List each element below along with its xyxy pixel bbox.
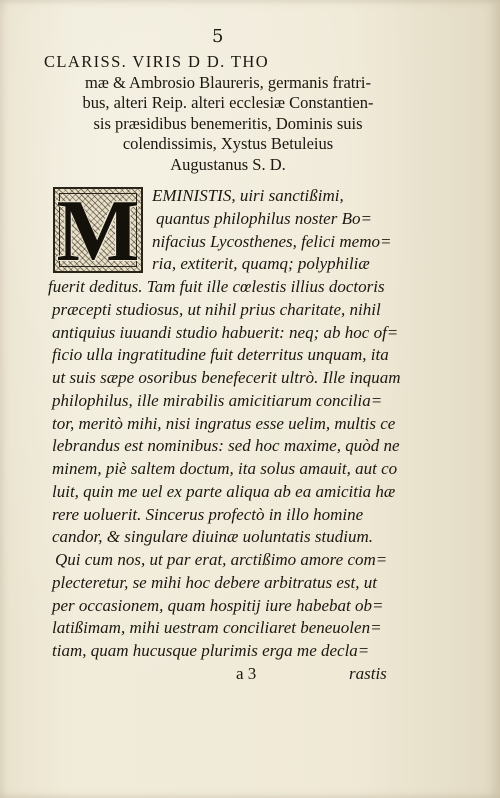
text-line: Qui cum nos, ut par erat, arctißimo amore com= — [55, 550, 388, 569]
text-line: luit, quin me uel ex parte aliqua ab ea amicitia hæ — [52, 481, 396, 501]
text-line: EMINISTIS, uiri sanctißimi, — [152, 186, 344, 205]
text-line: præcepti studiosus, ut nihil prius charitate, nihil — [52, 299, 381, 319]
text-line: fuerit deditus. Tam fuit ille cœlestis illius doctoris — [48, 277, 385, 296]
text-line: antiquius iuuandi studio habuerit: neq; ab hoc of= — [52, 322, 399, 342]
text-line: philophilus, ille mirabilis amicitiarum concilia= — [52, 390, 383, 410]
initial-letter: M — [56, 183, 140, 280]
heading-line: mæ & Ambrosio Blaureris, germanis fratri- — [85, 72, 371, 92]
text-line: quantus philophilus noster Bo= — [156, 208, 372, 228]
text-line: tor, meritò mihi, nisi ingratus esse uelim, multis ce — [52, 413, 396, 433]
heading-line: colendissimis, Xystus Betuleius — [122, 134, 334, 153]
text-line: nifacius Lycosthenes, felici memo= — [152, 231, 392, 251]
text-line: per occasionem, quam hospitij iure habebat ob= — [52, 595, 384, 615]
text-line: candor, & singulare diuinæ uoluntatis studium. — [52, 527, 373, 547]
heading-line: sis præsidibus benemeritis, Dominis suis — [93, 113, 363, 133]
signature-mark: a 3 — [236, 663, 257, 683]
text-line: lebrandus est nominibus: sed hoc maxime, quòd ne — [52, 436, 400, 456]
text-line: ria, extiterit, quamq; polyphiliæ — [152, 254, 370, 274]
page-number: 5 — [212, 26, 224, 47]
text-line: rere uoluerit. Sincerus profectò in illo homine — [52, 504, 364, 524]
heading-line: CLARISS. VIRIS D D. THO — [44, 52, 270, 71]
text-line: minem, piè saltem doctum, ita solus amauit, aut co — [52, 459, 398, 478]
text-line: ficio ulla ingratitudine fuit deterritus unquam, ita — [52, 345, 389, 365]
text-line: ut suis sæpe osoribus benefecerit ultrò. Ille inquam — [52, 368, 401, 387]
catchword: rastis — [349, 663, 387, 683]
text-line: tiam, quam hucusque plurimis erga me decla= — [52, 641, 370, 660]
text-line: plecteretur, se mihi hoc debere arbitratus est, ut — [52, 572, 377, 592]
text-line: latißimam, mihi uestram conciliaret beneuolen= — [52, 618, 382, 638]
heading-line: bus, alteri Reip. alteri ecclesiæ Constantien- — [82, 93, 374, 112]
heading-line: Augustanus S. D. — [170, 154, 286, 174]
